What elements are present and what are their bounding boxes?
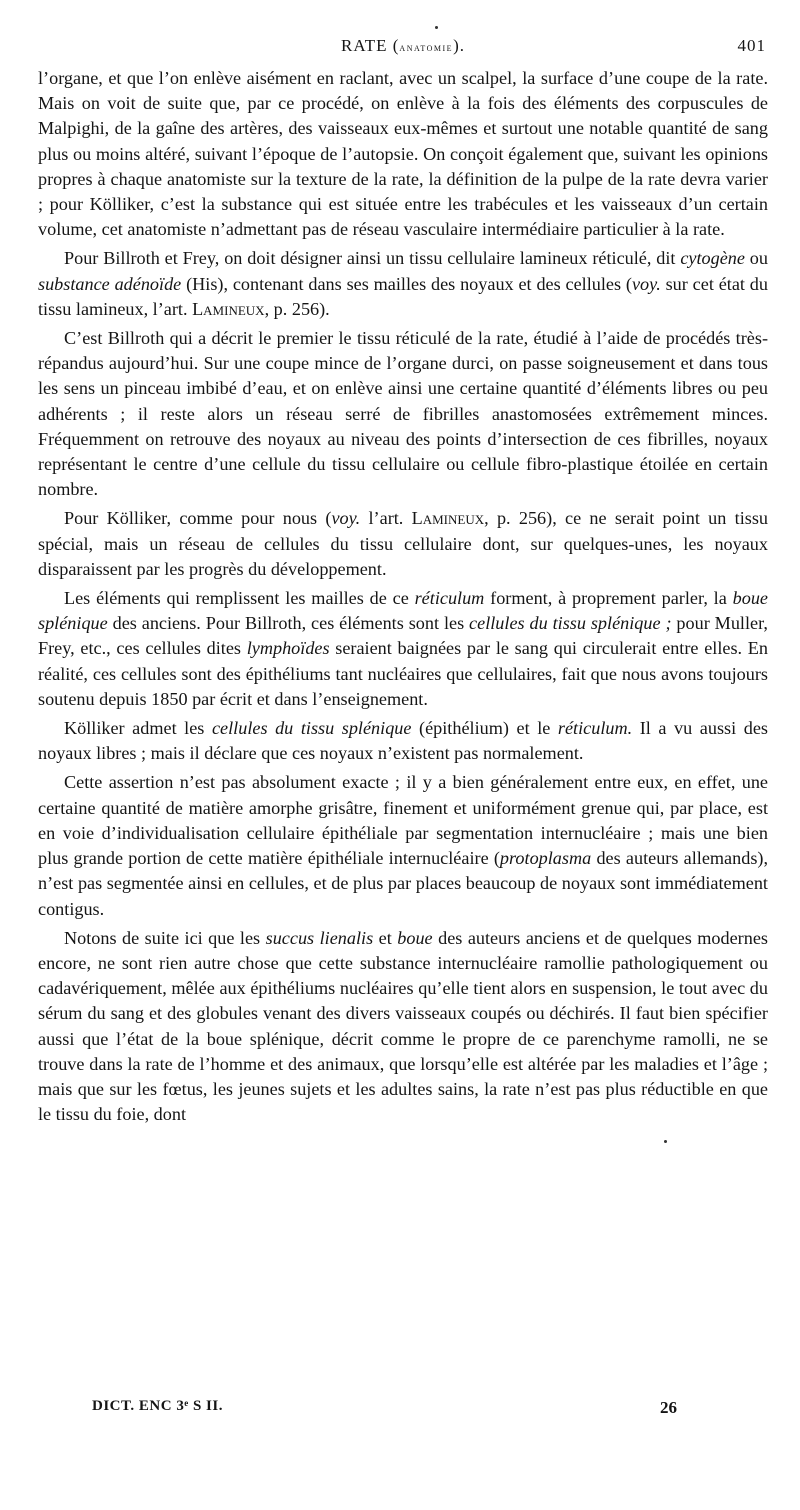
small-caps-reference: Lamineux <box>411 508 485 529</box>
italic-term: cytogène <box>680 248 745 269</box>
text-run: ou <box>744 248 768 269</box>
text-run: Kölliker admet les <box>64 718 212 739</box>
italic-term: réticulum. <box>557 718 633 739</box>
text-run: pour Muller, Frey, etc., ces cellules dites <box>38 613 768 659</box>
text-run: Pour Kölliker, comme pour nous ( <box>64 508 332 529</box>
paragraph-4 <box>38 506 768 582</box>
paragraph-2 <box>38 246 768 322</box>
print-speck <box>435 26 438 29</box>
text-run: Pour Billroth et Frey, on doit désigner ainsi un tissu cellulaire lamineux réticulé, dit <box>64 248 681 269</box>
printer-signature: DICT. ENC 3ᵉ S II. <box>92 1398 223 1414</box>
document-page <box>38 36 768 1127</box>
italic-term: réticulum <box>414 588 485 609</box>
footer-signature-line <box>92 1398 740 1422</box>
paragraph-5 <box>38 586 768 712</box>
running-title-main: RATE ( <box>341 36 400 55</box>
text-run: Il a vu aussi des noyaux libres ; mais il déclare que ces noyaux n’existent pas normalement. <box>38 718 768 764</box>
text-run: Cette assertion n’est pas absolument exacte ; il y a bien généralement entre eux, en effet, une certaine quantité de matière amorphe grisâtre, finement et uniformément grenue qui, par place, est en voie d’individualisation cellulaire épithéliale par segmentation internucléaire ; mais une bien plus grande portion de cette matière épithéliale internucléaire ( <box>38 772 768 869</box>
paragraph-3 <box>38 326 768 502</box>
text-run: forment, à proprement parler, la <box>484 588 733 609</box>
paragraph-7 <box>38 770 768 921</box>
text-run: , p. 256). <box>264 298 330 319</box>
paragraph-1 <box>38 66 768 242</box>
text-run: que le tissu du foie, dont <box>38 1078 768 1125</box>
text-run: (His), contenant dans ses mailles des noyaux et des cellules ( <box>181 273 632 294</box>
italic-term: substance adénoïde <box>38 273 182 294</box>
text-run: (épithélium) et le <box>411 718 558 739</box>
italic-term: lymphoïdes <box>246 638 330 659</box>
italic-term: cellules du tissu splénique <box>211 718 412 739</box>
text-run: des anciens. Pour Billroth, ces éléments sont les <box>107 613 470 634</box>
running-head <box>38 36 768 66</box>
page-number: 401 <box>737 36 766 55</box>
text-run: seraient baignées par le sang qui circulerait entre elles. En réalité, ces cellules sont des épithéliums tant nucléaires que cellulaires, fait que nous avons toujours soutenu depuis 1850 par écrit et dans l’enseignement. <box>38 638 768 709</box>
print-speck <box>664 1140 667 1143</box>
running-title-end: ). <box>453 36 465 55</box>
running-title <box>38 36 768 56</box>
text-run: Les éléments qui remplissent les mailles de ce <box>64 588 415 609</box>
text-run: l’art. <box>360 508 412 529</box>
italic-term: voy. <box>631 273 661 294</box>
running-title-subject: anatomie <box>399 40 454 54</box>
italic-term: succus lienalis <box>265 927 374 948</box>
small-caps-reference: Lamineux <box>192 298 265 319</box>
body-text <box>38 66 768 1127</box>
italic-term: cellules du tissu splénique ; <box>469 613 672 634</box>
sheet-number: 26 <box>660 1398 677 1417</box>
paragraph-8 <box>38 926 768 1128</box>
text-run: , p. 256), ce ne serait point un tissu spécial, mais un réseau de cellules du tissu cellulaire dont, sur quelques-unes, les noyaux disparaissent par les progrès du développement. <box>38 508 768 579</box>
text-run: sur cet état du tissu lamineux, l’art. <box>38 273 768 319</box>
paragraph-6 <box>38 716 768 766</box>
italic-term: protoplasma <box>499 848 592 869</box>
italic-term: boue <box>397 927 433 948</box>
text-run: Notons de suite ici que les <box>64 927 266 948</box>
italic-term: boue splénique <box>38 588 768 634</box>
italic-term: voy. <box>331 508 361 529</box>
text-run: des auteurs anciens et de quelques modernes encore, ne sont rien autre chose que cette substance internucléaire ramollie pathologiquement ou cadavériquement, mêlée aux épithéliums nucléaires qu’elle tient alors en suspension, le tout avec du sérum du sang et des globules venant des divers vaisseaux coupés ou déchirés. Il faut bien spécifier aussi que l’état de la boue splénique, décrit comme le propre de ce parenchyme ramolli, ne se trouve dans la rate de l’homme et des animaux, que lorsqu’elle est altérée par les maladies et l’âge ; mais que sur les fœtus, les jeunes sujets et les adultes sains, la rate n’est pas plus réductible en <box>38 927 768 1099</box>
text-run: l’organe, et que l’on enlève aisément en raclant, avec un scalpel, la surface d’une coupe de la rate. Mais on voit de suite que, par ce procédé, on enlève à la fois des éléments des corpuscules de Malpighi, de la gaîne des artères, des vaisseaux eux-mêmes et surtout une notable quantité de sang plus ou moins altéré, suivant l’époque de l’autopsie. On conçoit également que, suivant les opinions propres à chaque anatomiste sur la texture de la rate, la définition de la pulpe de la rate devra varier ; pour Kölliker, c’est la substance qui est située entre les trabécules et les vaisseaux d’un certain volume, cet anatomiste n’admettant pas de réseau vasculaire intermédiaire particulier à la rate. <box>38 68 768 240</box>
text-run: des auteurs allemands), n’est pas segmentée ainsi en cellules, et de plus par places beaucoup de noyaux sont immédiatement contigus. <box>38 848 768 919</box>
text-run: et <box>373 927 398 948</box>
text-run: C’est Billroth qui a décrit le premier le tissu réticulé de la rate, étudié à l’aide de procédés très-répandus aujourd’hui. Sur une coupe mince de l’organe durci, on passe soigneusement et dans tous les sens un pinceau imbibé d’eau, et on enlève ainsi une certaine quantité d’éléments libres ou peu adhérents ; il reste alors un réseau serré de fibrilles anastomosées extrêmement minces. Fréquemment on retrouve des noyaux au niveau des points d’intersection de ces fibrilles, noyaux représentant le centre d’une cellule du tissu cellulaire ou cellule fibro-plastique étoilée en certain nombre. <box>38 328 768 500</box>
